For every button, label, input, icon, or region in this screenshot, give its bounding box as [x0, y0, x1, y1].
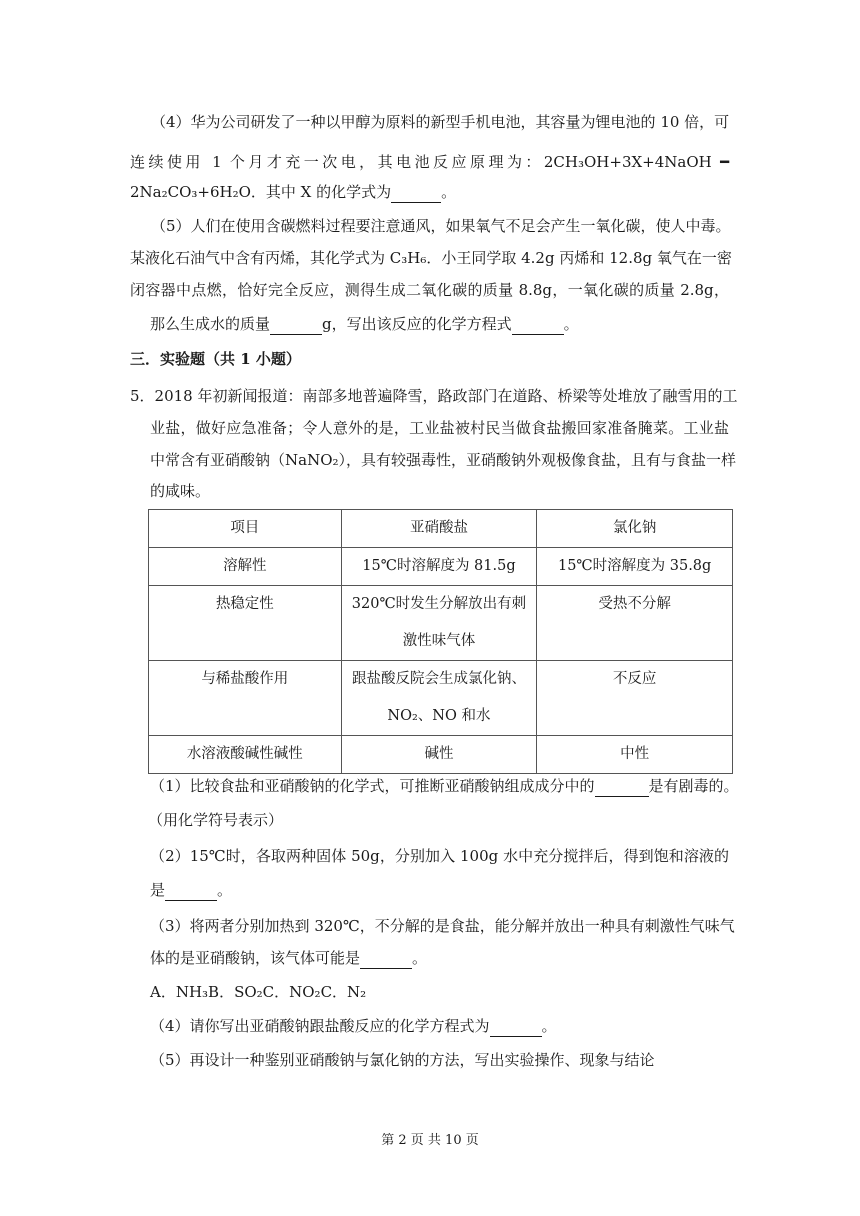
q4-part4-line2: 连续使用 1 个月才充一次电，其电池反应原理为：2CH₃OH+3X+4NaOH ━ [130, 153, 729, 171]
answer-blank [595, 776, 649, 797]
q5-sub1-line2: （用化学符号表示） [148, 811, 284, 829]
q4-part4-line3-text: 2Na₂CO₃+6H₂O．其中 X 的化学式为 [130, 183, 392, 201]
table-header-cell: 项目 [149, 510, 342, 548]
q4-part5-line1: （5）人们在使用含碳燃料过程要注意通风，如果氧气不足会产生一氧化碳，使人中毒。 [151, 217, 731, 235]
table-cell: 水溶液酸碱性碱性 [149, 736, 342, 774]
page-footer: 第 2 页 共 10 页 [381, 1133, 479, 1148]
answer-blank [391, 182, 441, 203]
q5-sub3-options: A．NH₃B．SO₂C．NO₂C．N₂ [150, 983, 367, 1001]
answer-blank [165, 880, 217, 901]
table-cell: 320℃时发生分解放出有刺激性味气体 [341, 586, 537, 661]
q4-part5-line2: 某液化石油气中含有丙烯，其化学式为 C₃H₆．小王同学取 4.2g 丙烯和 12.8g 氧气在一密 [130, 249, 732, 267]
q5-line3: 中常含有亚硝酸钠（NaNO₂），具有较强毒性，亚硝酸钠外观极像食盐，且有与食盐一样 [150, 451, 737, 469]
q5-sub4-text: （4）请你写出亚硝酸钠跟盐酸反应的化学方程式为 [150, 1017, 490, 1035]
q5-sub4-end: 。 [541, 1017, 557, 1035]
q5-sub2-line2 [150, 880, 232, 901]
q5-sub2-line1: （2）15℃时，各取两种固体 50g，分别加入 100g 水中充分搅拌后，得到饱和溶液的 [150, 847, 729, 865]
q5-sub2-end: 。 [217, 881, 233, 899]
table-cell: 溶解性 [149, 548, 342, 586]
q5-sub1-text: （1）比较食盐和亚硝酸钠的化学式，可推断亚硝酸钠组成成分中的 [150, 777, 595, 795]
q4-part5-line4-end: 。 [563, 315, 579, 333]
q4-part4-line3 [130, 182, 456, 203]
table-cell: 中性 [537, 736, 733, 774]
table-cell: 15℃时溶解度为 81.5g [341, 548, 537, 586]
q5-sub3-end: 。 [412, 949, 428, 967]
table-row [149, 736, 733, 774]
answer-blank [512, 314, 564, 335]
table-cell: 与稀盐酸作用 [149, 661, 342, 736]
q4-part4-line3-end: 。 [441, 183, 457, 201]
table-cell: 不反应 [537, 661, 733, 736]
q4-part5-line3: 闭容器中点燃，恰好完全反应，测得生成二氧化碳的质量 8.8g，一氧化碳的质量 2.8g， [130, 281, 729, 299]
q5-sub1-end: 是有剧毒的。 [648, 777, 739, 795]
table-cell: 15℃时溶解度为 35.8g [537, 548, 733, 586]
properties-table [148, 509, 733, 774]
table-row [149, 548, 733, 586]
q4-part5-line4 [150, 314, 579, 335]
q4-part4-line1: （4）华为公司研发了一种以甲醇为原料的新型手机电池，其容量为锂电池的 10 倍，可 [151, 113, 730, 131]
table-header-cell: 亚硝酸盐 [341, 510, 537, 548]
table-header-cell: 氯化钠 [537, 510, 733, 548]
q5-line2: 业盐，做好应急准备；令人意外的是，工业盐被村民当做食盐搬回家准备腌菜。工业盐 [150, 419, 729, 437]
q5-sub4 [150, 1016, 557, 1037]
table-cell: 碱性 [341, 736, 537, 774]
section-heading: 三．实验题（共 1 小题） [130, 350, 301, 368]
table-cell: 跟盐酸反院会生成氯化钠、NO₂、NO 和水 [341, 661, 537, 736]
table-cell: 热稳定性 [149, 586, 342, 661]
q4-part5-line4-text: 那么生成水的质量 [150, 315, 271, 333]
table-header-row [149, 510, 733, 548]
table-cell: 受热不分解 [537, 586, 733, 661]
q5-line1: 5．2018 年初新闻报道：南部多地普遍降雪，路政部门在道路、桥梁等处堆放了融雪用的工 [130, 387, 738, 405]
q5-line4: 的咸味。 [150, 482, 211, 500]
q5-sub3-text: 体的是亚硝酸钠，该气体可能是 [150, 949, 361, 967]
table-row [149, 661, 733, 736]
q5-sub3-line1: （3）将两者分别加热到 320℃，不分解的是食盐，能分解并放出一种具有刺激性气味气 [150, 917, 735, 935]
q5-sub3-line2 [150, 948, 427, 969]
q5-sub5: （5）再设计一种鉴别亚硝酸钠与氯化钠的方法，写出实验操作、现象与结论 [150, 1051, 655, 1069]
q4-part5-line4-mid: g，写出该反应的化学方程式 [322, 315, 512, 333]
answer-blank [270, 314, 322, 335]
q5-sub1-line1 [150, 776, 739, 797]
answer-blank [490, 1016, 542, 1037]
q5-sub2-text: 是 [150, 881, 166, 899]
answer-blank [360, 948, 412, 969]
table-row [149, 586, 733, 661]
